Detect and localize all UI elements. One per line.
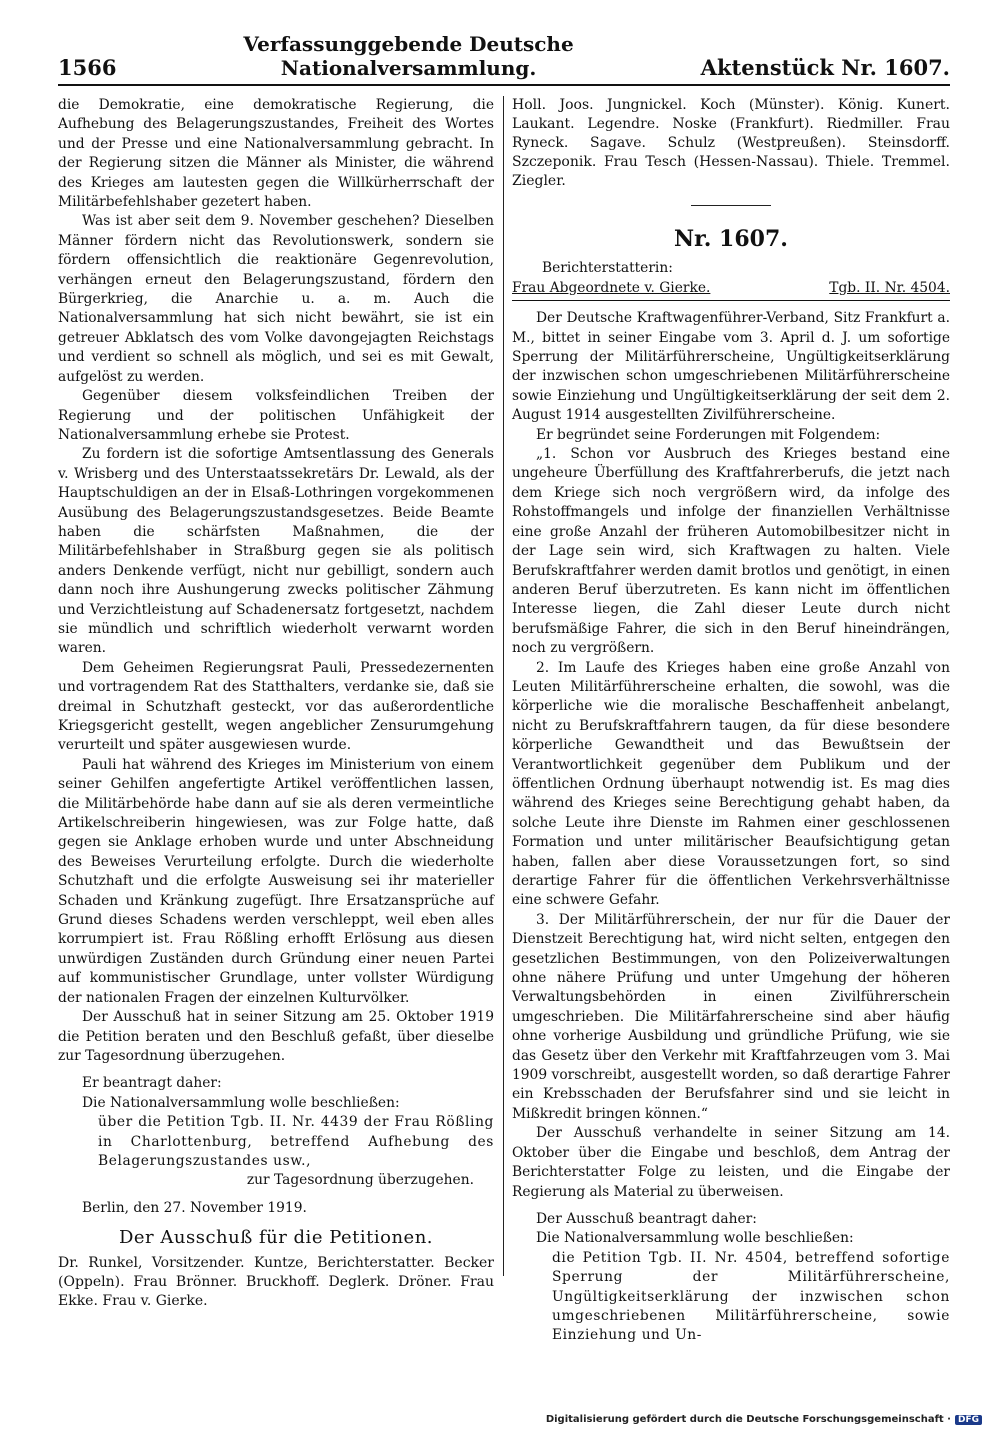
motion-intro: Er beantragt daher:	[82, 1075, 222, 1092]
paragraph: Er begründet seine Forderungen mit Folgendem:	[536, 426, 881, 443]
resolution-decision: zur Tagesordnung überzugehen.	[246, 1172, 474, 1189]
document-number: Nr. 1607.	[674, 226, 788, 252]
committee-heading: Der Ausschuß für die Petitionen.	[118, 1227, 434, 1249]
paragraph: 2. Im Laufe des Krieges haben eine große Anzahl von Leuten Militärführerscheine erhalten, die sowohl, was die körperliche wie die moralische Beschaffenheit anbelangt, nicht zu Berufskraftfahrern taugen, da für diese besondere körperliche Gewandtheit und das Bewußtsein der Verantwortlichkeit gegenüber dem Publikum und der öffentlichen Ordnung überhaupt notwendig ist. Es mag dies während des Krieges seine Berechtigung gehabt haben, da solche Leute ihre Dienste im Rahmen einer geschlossenen Formation und unter militärischer Beaufsichtigung getan haben, fallen aber diese Voraussetzungen fort, so sind derartige Fahrer für die öffentlichen Verkehrsverhältnisse eine schwere Gefahr.	[512, 659, 950, 909]
paragraph: Dem Geheimen Regierungsrat Pauli, Pressedezernenten und vortragendem Rat des Statthalters, verdanke sie, daß sie dreimal in Schutzhaft gesteckt, vor das außerordentliche Kriegsgericht gestellt, wegen angeblicher Zensurumgehung verurteilt und später ausgewiesen wurde.	[58, 659, 494, 754]
paragraph: Zu fordern ist die sofortige Amtsentlassung des Generals v. Wrisberg und des Unterstaatssekretärs Dr. Lewald, als der Hauptschuldigen an der in Elsaß-Lothringen vorgekommenen Ausübung des Belagerungszustandsgesetzes. Beide Beamte haben die schärfsten Maßnahmen, die der Militärbefehlshaber in Straßburg gegen sie als politisch anders Denkende verfügt, nicht nur gebilligt, sondern auch dann noch ihre Aushungerung zwecks politischer Zähmung und Verzichtleistung auf Schadenersatz fortgesetzt, nachdem sie mündlich und schriftlich wiederholt verwarnt worden waren.	[58, 446, 494, 657]
petition-reference: über die Petition Tgb. II. Nr. 4439 der Frau Rößling in Charlottenburg, betreffend Aufhebung des Belagerungszustandes usw.,	[98, 1114, 494, 1169]
rapporteur-label: Berichterstatterin:	[542, 260, 673, 277]
paragraph: Pauli hat während des Krieges im Ministerium von einem seiner Gehilfen angefertigte Artikel veröffentlichen lassen, die Militärbehörde habe dann auf sie als deren vermeintliche Artikelschreiberin hingewiesen, was zur Folge hatte, daß gegen sie Anklage erhoben wurde und unter Abschneidung des Beweises Verurteilung erfolgte. Durch die wiederholte Schutzhaft und die erfolgte Ausweisung sei ihr materieller Schaden und Kränkung zugefügt. Ihre Ersatzansprüche auf Grund dieses Schadens werden verschleppt, weil eben alles korrumpiert ist. Frau Rößling erhofft Erlösung aus diesen unwürdigen Zuständen durch Gründung einer neuen Partei auf kommunistischer Grundlage, unter vollster Würdigung der nationalen Fragen der einzelnen Kulturvölker.	[58, 756, 494, 1006]
resolution-intro: Die Nationalversammlung wolle beschließen:	[82, 1094, 400, 1111]
paragraph: die Demokratie, eine demokratische Regierung, die Aufhebung des Belagerungszustandes, Freiheit des Wortes und der Presse und eine Nationalversammlung gebracht. In der Regierung sitzen die Männer als Minister, die während des Krieges am lautesten gegen die Willkürherrschaft der Militärbefehlshaber gezetert haben.	[58, 97, 494, 211]
paragraph: Der Ausschuß verhandelte in seiner Sitzung am 14. Oktober über die Eingabe und beschloß, dem Antrag der Berichterstatter Folge zu leisten, und die Eingabe der Regierung als Material zu überweisen.	[512, 1125, 950, 1200]
rapporteur-row	[512, 279, 950, 301]
right-column	[512, 96, 950, 1346]
paragraph: Gegenüber diesem volksfeindlichen Treiben der Regierung und der politischen Unfähigkeit der Nationalversammlung erhebe sie Protest.	[58, 388, 494, 443]
petition-reference: die Petition Tgb. II. Nr. 4504, betreffend sofortige Sperrung der Militärführerscheine, Ungültigkeitserklärung der inzwischen schon umgeschriebenen Militärführerscheine, sowie Einziehung und Un-	[552, 1249, 950, 1344]
rapporteur-name: Frau Abgeordnete v. Gierke.	[512, 279, 711, 296]
page-number: 1566	[58, 55, 117, 80]
left-column	[58, 96, 494, 1311]
journal-reference: Tgb. II. Nr. 4504.	[829, 279, 950, 296]
signatures-continued: Holl. Joos. Jungnickel. Koch (Münster). König. Kunert. Laukant. Legendre. Noske (Frankfurt). Riedmiller. Frau Ryneck. Sagave. Schulz (Westpreußen). Steinsdorff. Szczeponik. Frau Tesch (Hessen-Nassau). Thiele. Tremmel. Ziegler.	[512, 97, 950, 189]
paragraph: Was ist aber seit dem 9. November geschehen? Dieselben Männer fördern nicht das Revolutionswerk, sondern sie fördern offensichtlich die reaktionäre Gegenrevolution, verhängen erneut den Belagerungszustand, fördern den Bürgerkrieg, die Anarchie u. a. m. Auch die Nationalversammlung hat sich nicht bewährt, sie ist ein getreuer Abklatsch des vom Volke davongejagten Reichstags und verdient so schnell als möglich, und sei es mit Gewalt, aufgelöst zu werden.	[58, 213, 494, 385]
column-divider	[503, 96, 504, 1276]
dfg-logo-icon: DFG	[955, 1415, 982, 1425]
signatures: Dr. Runkel, Vorsitzender. Kuntze, Berichterstatter. Becker (Oppeln). Frau Brönner. Bruckhoff. Deglerk. Dröner. Frau Ekke. Frau v. Gierke.	[58, 1254, 494, 1309]
motion-intro: Der Ausschuß beantragt daher:	[536, 1210, 757, 1227]
date-line: Berlin, den 27. November 1919.	[82, 1199, 307, 1216]
document-reference: Aktenstück Nr. 1607.	[700, 55, 950, 80]
section-rule	[691, 205, 771, 206]
paragraph: „1. Schon vor Ausbruch des Krieges bestand eine ungeheure Überfüllung des Kraftfahrerberufs, die jetzt nach dem Kriege sich noch vergrößern wird, da infolge des Rohstoffmangels und infolge der finanziellen Verhältnisse eine große Anzahl der früheren Automobilbesitzer nicht in der Lage sein wird, sich Kraftwagen zu halten. Viele Berufskraftfahrer werden damit brotlos und genötigt, in einen anderen Beruf überzutreten. Es kann nicht im öffentlichen Interesse liegen, die Zahl dieser Leute durch nicht berufsmäßige Fahrer, die sich in den Beruf hineindrängen, noch zu vergrößern.	[512, 446, 950, 657]
footer-credit	[546, 1414, 982, 1425]
paragraph: Der Ausschuß hat in seiner Sitzung am 25. Oktober 1919 die Petition beraten und den Beschluß gefaßt, über dieselbe zur Tagesordnung überzugehen.	[58, 1009, 494, 1064]
page-header	[58, 32, 950, 86]
paragraph: 3. Der Militärführerschein, der nur für die Dauer der Dienstzeit Berechtigung hat, wird nicht selten, entgegen den gesetzlichen Bestimmungen, von den Polizeiverwaltungen ohne nähere Prüfung und unter Umgehung der höheren Verwaltungsbehörden in einen Zivilführerschein umgeschrieben. Die Militärfahrerscheine sind aber häufig ohne vorherige Ausbildung und gründliche Prüfung, wie sie das Gesetz über den Verkehr mit Kraftfahrzeugen vom 3. Mai 1909 vorschreibt, ausgestellt worden, so daß derartige Fahrer ein Krebsschaden der Berufsfahrer sind und sie leicht in Mißkredit bringen können.“	[512, 911, 950, 1122]
resolution-intro: Die Nationalversammlung wolle beschließen:	[536, 1230, 854, 1247]
paragraph: Der Deutsche Kraftwagenführer-Verband, Sitz Frankfurt a. M., bittet in seiner Eingabe vom 3. April d. J. um sofortige Sperrung der Militärführerscheine, Ungültigkeitserklärung der inzwischen schon umgeschriebenen Militärführerscheine sowie Einziehung und Ungültigkeitserklärung der seit dem 2. August 1914 ausgestellten Zivilführerscheine.	[512, 310, 950, 424]
publication-title: Verfassunggebende Deutsche Nationalversammlung.	[243, 32, 574, 80]
footer-text: Digitalisierung gefördert durch die Deutsche Forschungsgemeinschaft ·	[545, 1414, 951, 1425]
